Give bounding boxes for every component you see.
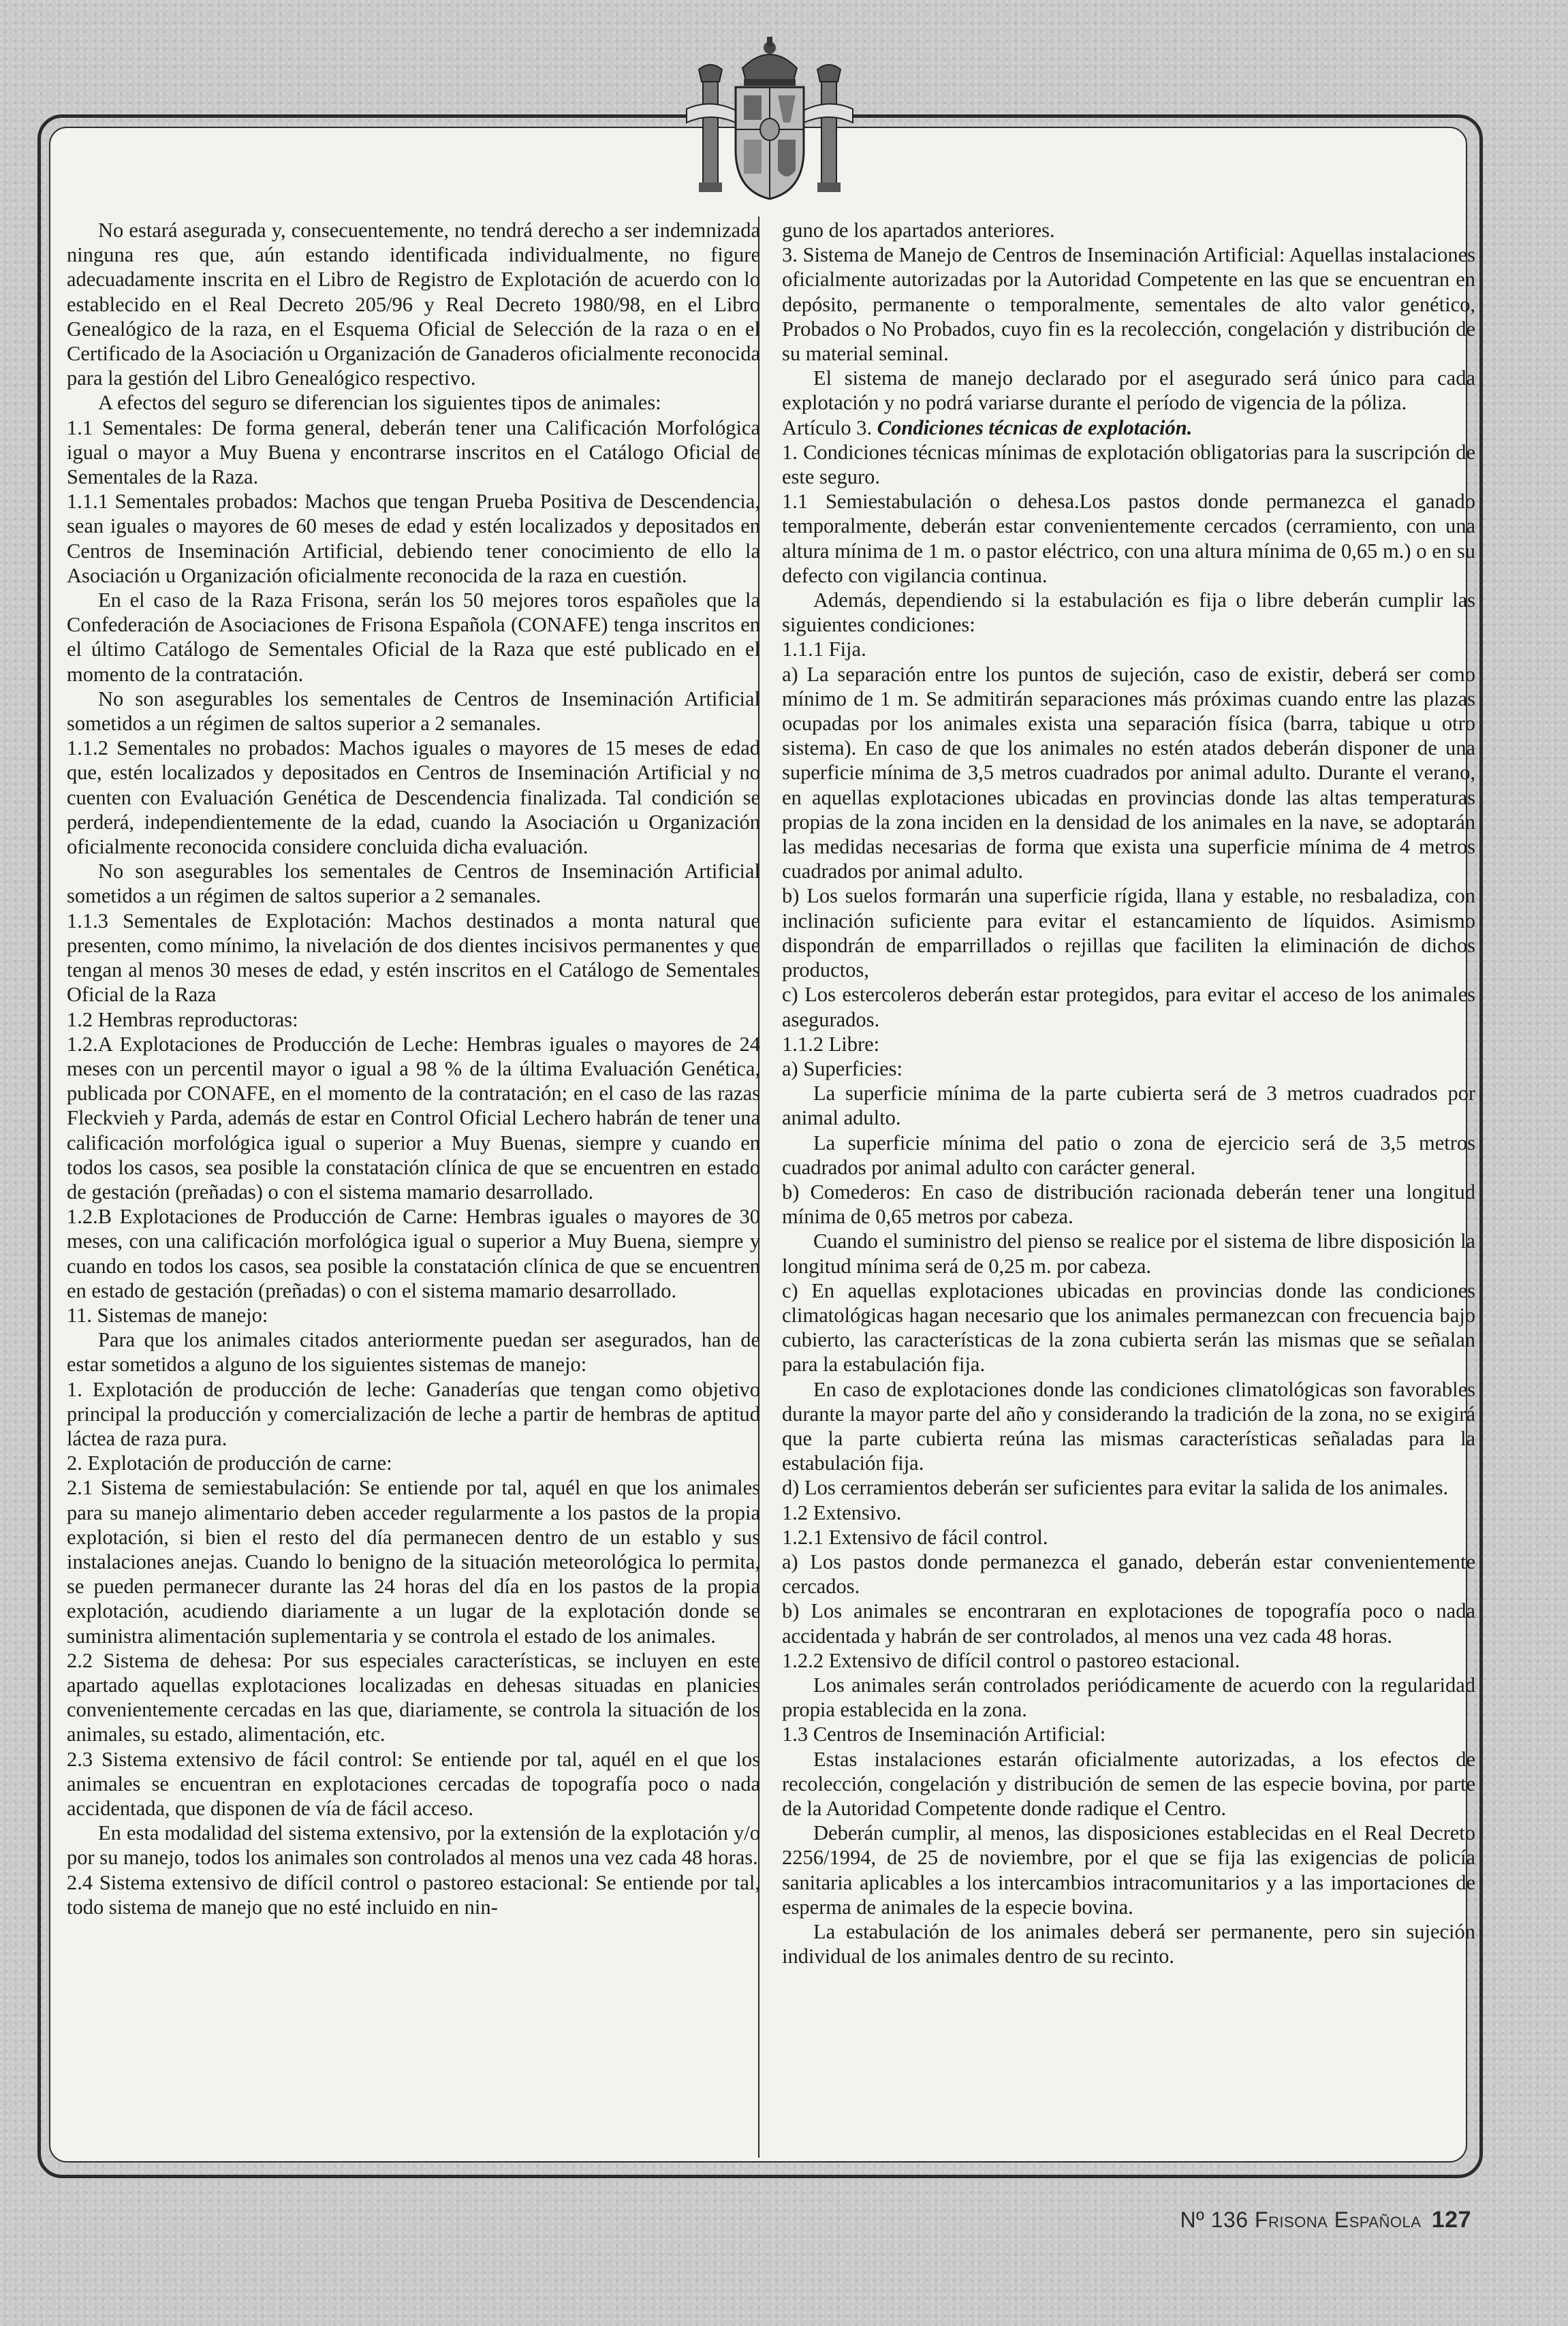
paragraph	[782, 1550, 1475, 1599]
paragraph	[67, 218, 760, 390]
paragraph	[782, 1032, 1475, 1056]
paragraph	[782, 588, 1475, 637]
paragraph	[782, 1747, 1475, 1821]
paragraph	[67, 1204, 760, 1303]
left-column	[67, 218, 760, 1919]
paragraph	[67, 1747, 760, 1821]
paragraph	[67, 1007, 760, 1032]
paragraph-text: a) La separación entre los puntos de sujeción, caso de existir, deberá ser como mínimo de 1 m. Se admitirán separaciones más próximas cuando entre las plazas ocupadas por los animales exista una separación física (barra, tabique u otro sistema). En caso de que los animales no estén atados deberán disponer de una superficie mínima de 3,5 metros cuadrados por animal adulto. Durante el verano, en aquellas explotaciones ubicadas en provincias donde las altas temperaturas propias de la zona inciden en la densidad de los animales en la nave, se adoptarán las medidas necesarias de forma que exista una superficie mínima de 4 metros cuadrados por animal adulto.	[782, 662, 1475, 883]
paragraph	[782, 489, 1475, 588]
paragraph-text: 1.1 Semiestabulación o dehesa.Los pastos donde permanezca el ganado temporalmente, deberán estar convenientemente cercados (cerramiento, con una altura mínima de 1 m. o pastor eléctrico, con una altura mínima de 0,65 m.) o en su defecto con vigilancia continua.	[782, 490, 1475, 587]
paragraph	[782, 883, 1475, 982]
paragraph-text: c) Los estercoleros deberán estar protegidos, para evitar el acceso de los animales asegurados.	[782, 983, 1475, 1031]
paragraph-text: La superficie mínima del patio o zona de ejercicio será de 3,5 metros cuadrados por animal adulto con carácter general.	[782, 1131, 1475, 1179]
paragraph	[67, 1870, 760, 1919]
page-footer	[1180, 2207, 1471, 2233]
paragraph	[782, 218, 1475, 242]
paragraph	[782, 1673, 1475, 1722]
paragraph	[782, 1648, 1475, 1673]
paragraph-text: No estará asegurada y, consecuentemente, no tendrá derecho a ser indemnizada ninguna res que, aún estando identificada individualmente, no figure adecuadamente inscrita en el Libro de Registro de Explotación de acuerdo con lo establecido en el Real Decreto 205/96 y Real Decreto 1980/98, en el Libro Genealógico de la raza, en el Esquema Oficial de Selección de la raza o en el Certificado de la Asociación u Organización de Ganaderos oficialmente reconocida para la gestión del Libro Genealógico respectivo.	[67, 219, 760, 390]
paragraph	[782, 1056, 1475, 1081]
paragraph-text: La estabulación de los animales deberá ser permanente, pero sin sujeción individual de los animales dentro de su recinto.	[782, 1920, 1475, 1968]
paragraph	[782, 1919, 1475, 1968]
paragraph-text: Artículo 3.	[782, 415, 873, 439]
paragraph	[782, 1131, 1475, 1180]
paragraph-text: 1.1 Sementales: De forma general, deberán tener una Calificación Morfológica igual o mayor a Muy Buena y encontrarse inscritos en el Catálogo Oficial de Sementales de la Raza.	[67, 415, 760, 489]
paragraph	[67, 1648, 760, 1747]
paragraph-text: 11. Sistemas de manejo:	[67, 1303, 268, 1327]
paragraph	[782, 1500, 1475, 1525]
paragraph	[67, 1451, 760, 1475]
paragraph-text: No son asegurables los sementales de Centros de Inseminación Artificial sometidos a un régimen de saltos superior a 2 semanales.	[67, 860, 760, 908]
paragraph	[67, 1377, 760, 1451]
paragraph-text: 1.2.1 Extensivo de fácil control.	[782, 1525, 1048, 1549]
paragraph-text: 1.1.2 Sementales no probados: Machos iguales o mayores de 15 meses de edad que, estén localizados y depositados en Centros de Inseminación Artificial y no cuenten con Evaluación Genética de Descendencia finalizada. Tal condición se perderá, independientemente de la edad, cuando la Asociación u Organización oficialmente reconocida considere concluida dicha evaluación.	[67, 736, 760, 859]
paragraph-text: Además, dependiendo si la estabulación es fija o libre deberán cumplir las siguientes condiciones:	[782, 588, 1475, 637]
paragraph-text: El sistema de manejo declarado por el asegurado será único para cada explotación y no podrá variarse durante el período de vigencia de la póliza.	[782, 366, 1475, 415]
paragraph-text: En esta modalidad del sistema extensivo, por la extensión de la explotación y/o por su manejo, todos los animales son controlados al menos una vez cada 48 horas.	[67, 1821, 760, 1870]
paragraph-text: 1.1.2 Libre:	[782, 1032, 880, 1056]
paragraph-text: No son asegurables los sementales de Centros de Inseminación Artificial sometidos a un régimen de saltos superior a 2 semanales.	[67, 687, 760, 736]
paragraph	[782, 1599, 1475, 1648]
paragraph	[782, 1525, 1475, 1550]
paragraph	[782, 440, 1475, 489]
paragraph	[67, 909, 760, 1007]
paragraph-text: 2. Explotación de producción de carne:	[67, 1451, 392, 1475]
paragraph-text: 1.2.A Explotaciones de Producción de Leche: Hembras iguales o mayores de 24 meses con un percentil mayor o igual a 98 % de la última Evaluación Genética, publicada por CONAFE, en el momento de la contratación; en el caso de las razas Fleckvieh y Parda, además de estar en Control Oficial Lechero habrán de tener una calificación morfológica igual o superior a Muy Buenas, siempre y cuando en todos los casos, sea posible la constatación clínica de que se encuentren en estado de gestación (preñadas) o con el sistema mamario desarrollado.	[67, 1032, 760, 1204]
paragraph	[782, 1821, 1475, 1919]
paragraph-text: Cuando el suministro del pienso se realice por el sistema de libre disposición la longitud mínima será de 0,25 m. por cabeza.	[782, 1229, 1475, 1278]
paragraph	[782, 637, 1475, 661]
paragraph	[67, 1303, 760, 1327]
paragraph	[782, 366, 1475, 415]
paragraph-text: 3. Sistema de Manejo de Centros de Inseminación Artificial: Aquellas instalaciones oficialmente autorizadas por la Autoridad Competente en las que se encuentran en depósito, permanente o temporalmente, sementales de alto valor genético, Probados o No Probados, cuyo fin es la recolección, congelación y distribución de su material seminal.	[782, 243, 1475, 366]
paragraph-text: 1.2 Extensivo.	[782, 1500, 902, 1524]
paragraph-text: Los animales serán controlados periódicamente de acuerdo con la regularidad propia establecida en la zona.	[782, 1673, 1475, 1722]
paragraph-text: La superficie mínima de la parte cubierta será de 3 metros cuadrados por animal adulto.	[782, 1082, 1475, 1130]
paragraph	[782, 1722, 1475, 1746]
paragraph	[782, 1081, 1475, 1130]
paragraph-text: guno de los apartados anteriores.	[782, 219, 1055, 242]
paragraph	[67, 859, 760, 908]
paragraph-text: 2.2 Sistema de dehesa: Por sus especiales características, se incluyen en este apartado aquellas explotaciones localizadas en dehesas situadas en planicies convenientemente cercadas en las que, diariamente, se controla la situación de los animales, su estado, alimentación, etc.	[67, 1648, 760, 1746]
paragraph-text: 1.2.B Explotaciones de Producción de Carne: Hembras iguales o mayores de 30 meses, con una calificación morfológica igual o superior a Muy Buena, siempre y cuando en todos los casos, sea posible la constatación clínica de que se encuentren en estado de gestación (preñadas) o con el sistema mamario desarrollado.	[67, 1205, 760, 1302]
paragraph	[782, 1180, 1475, 1229]
paragraph	[67, 687, 760, 736]
paragraph-text: 2.3 Sistema extensivo de fácil control: Se entiende por tal, aquél en el que los animales se encuentran en explotaciones cercadas de topografía poco o nada accidentada, que disponen de vía de fácil acceso.	[67, 1747, 760, 1820]
paragraph-text: 2.1 Sistema de semiestabulación: Se entiende por tal, aquél en que los animales para su manejo alimentario deben acceder regularmente a los pastos de la propia explotación, si bien el resto del día permanecen dentro de un establo y sus instalaciones anejas. Cuando lo benigno de la situación meteorológica lo permita, se pueden permanecer durante las 24 horas del día en los pastos de la propia explotación, acudiendo diariamente a un lugar de la explotación donde se suministra alimentación suplementaria y se controla el estado de los animales.	[67, 1476, 760, 1648]
page-number: 127	[1431, 2207, 1471, 2233]
paragraph-text: 1.3 Centros de Inseminación Artificial:	[782, 1723, 1106, 1746]
paragraph-text: Estas instalaciones estarán oficialmente autorizadas, a los efectos de recolección, congelación y distribución de semen de las especie bovina, por parte de la Autoridad Competente donde radique el Centro.	[782, 1747, 1475, 1820]
paragraph-text: a) Los pastos donde permanezca el ganado, deberán estar convenientemente cercados.	[782, 1550, 1475, 1599]
paragraph-text: 1.2 Hembras reproductoras:	[67, 1007, 298, 1031]
paragraph	[67, 1327, 760, 1377]
paragraph	[67, 1475, 760, 1648]
paragraph	[782, 1278, 1475, 1377]
paragraph	[782, 662, 1475, 884]
paragraph-text: A efectos del seguro se diferencian los siguientes tipos de animales:	[98, 391, 661, 415]
magazine-name: Frisona Española	[1254, 2207, 1422, 2232]
paragraph-text: 1. Condiciones técnicas mínimas de explotación obligatorias para la suscripción de este seguro.	[782, 440, 1475, 489]
paragraph	[67, 489, 760, 588]
paragraph-text: b) Los animales se encontraran en explotaciones de topografía poco o nada accidentada y habrán de ser controlados, al menos una vez cada 48 horas.	[782, 1599, 1475, 1648]
paragraph-text: Para que los animales citados anteriormente puedan ser asegurados, han de estar sometidos a alguno de los siguientes sistemas de manejo:	[67, 1328, 760, 1377]
paragraph	[782, 1377, 1475, 1476]
paragraph	[782, 415, 1475, 440]
paragraph-text: En caso de explotaciones donde las condiciones climatológicas son favorables durante la mayor parte del año y considerando la tradición de la zona, no se exigirá que la parte cubierta reúna las mismas características señaladas para la estabulación fija.	[782, 1377, 1475, 1475]
paragraph-text: d) Los cerramientos deberán ser suficientes para evitar la salida de los animales.	[782, 1476, 1449, 1500]
paragraph	[67, 390, 760, 415]
paragraph	[782, 1475, 1475, 1500]
paragraph-text: 1.1.1 Fija.	[782, 638, 866, 661]
article-heading: Condiciones técnicas de explotación.	[877, 415, 1193, 439]
right-column	[782, 218, 1475, 1968]
paragraph-text: b) Los suelos formarán una superficie rígida, llana y estable, no resbaladiza, con inclinación suficiente para evitar el estancamiento de líquidos. Asimismo dispondrán de emparrillados o rejillas que faciliten la eliminación de dichos productos,	[782, 884, 1475, 982]
paragraph-text: 1.1.1 Sementales probados: Machos que tengan Prueba Positiva de Descendencia, sean iguales o mayores de 60 meses de edad y estén localizados y depositados en Centros de Inseminación Artificial, debiendo tener conocimiento de ello la Asociación u Organización oficialmente reconocida de la raza en cuestión.	[67, 490, 760, 587]
paragraph-text: c) En aquellas explotaciones ubicadas en provincias donde las condiciones climatológicas hagan necesario que los animales permanezcan con frecuencia bajo cubierto, las características de la zona cubierta serán las mismas que se señalan para la estabulación fija.	[782, 1278, 1475, 1377]
paragraph-text: 1.1.3 Sementales de Explotación: Machos destinados a monta natural que presenten, como mínimo, la nivelación de dos dientes incisivos permanentes y que tengan al menos 30 meses de edad, y estén inscritos en el Catálogo de Sementales Oficial de la Raza	[67, 909, 760, 1007]
paragraph	[67, 1821, 760, 1870]
paragraph	[67, 588, 760, 687]
paragraph	[782, 1229, 1475, 1278]
issue-number: Nº 136	[1180, 2207, 1249, 2232]
paragraph	[782, 982, 1475, 1031]
paragraph-text: 1.2.2 Extensivo de difícil control o pastoreo estacional.	[782, 1648, 1240, 1672]
coat-of-arms-icon	[681, 27, 858, 211]
paragraph-text: Deberán cumplir, al menos, las disposiciones establecidas en el Real Decreto 2256/1994, de 25 de noviembre, por el que se fija las exigencias de policía sanitaria aplicables a los intercambios intracomunitarios y a las importaciones de esperma de animales de la especie bovina.	[782, 1821, 1475, 1919]
paragraph-text: En el caso de la Raza Frisona, serán los 50 mejores toros españoles que la Confederación de Asociaciones de Frisona Española (CONAFE) tenga inscritos en el último Catálogo de Sementales Oficial de la Raza que esté publicado en el momento de la contratación.	[67, 588, 760, 686]
paragraph	[67, 415, 760, 490]
paragraph-text: 2.4 Sistema extensivo de difícil control o pastoreo estacional: Se entiende por tal, todo sistema de manejo que no esté incluido en nin-	[67, 1870, 760, 1919]
paragraph-text: b) Comederos: En caso de distribución racionada deberán tener una longitud mínima de 0,65 metros por cabeza.	[782, 1180, 1475, 1229]
paragraph-text: 1. Explotación de producción de leche: Ganaderías que tengan como objetivo principal la producción y comercialización de leche a partir de hembras de aptitud láctea de raza pura.	[67, 1377, 760, 1450]
paragraph	[67, 1032, 760, 1204]
paragraph	[67, 736, 760, 859]
paragraph	[782, 242, 1475, 366]
paragraph-text: a) Superficies:	[782, 1056, 903, 1080]
